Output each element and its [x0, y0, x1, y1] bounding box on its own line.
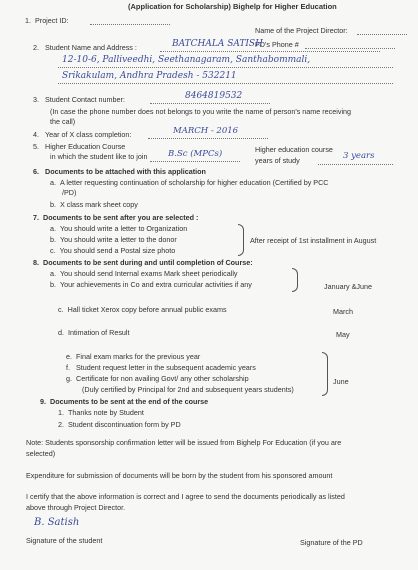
student-signature-label: Signature of the student	[26, 536, 103, 545]
address-line-2: Srikakulam, Andhra Pradesh - 532211	[62, 71, 237, 81]
director-name-line	[357, 34, 407, 35]
contact-value: 8464819532	[185, 91, 243, 101]
student-signature: B. Satish	[34, 517, 80, 528]
student-name-line	[160, 51, 380, 52]
course-years-label-2: years of study	[255, 156, 300, 165]
higher-label: 5. Higher Education Course	[33, 142, 126, 151]
section-8-item-f: f. Student request letter in the subsequent academic years	[66, 363, 256, 372]
section-6-heading: 6. Documents to be attached with this application	[33, 167, 206, 176]
certify-line-2: above through Project Director.	[26, 503, 126, 512]
form-title: (Application for Scholarship) Bighelp for Higher Education	[128, 2, 337, 11]
section-7-item-b: b. You should write a letter to the donor	[50, 235, 177, 244]
section-8-item-b: b. Your achievements in Co and extra curricular activities if any	[50, 280, 252, 289]
contact-note-2: the call)	[50, 117, 76, 126]
section-9-item-1: 1. Thanks note by Student	[58, 408, 144, 417]
section-8-heading: 8. Documents to be sent during and until completion of Course:	[33, 258, 253, 267]
section-8-item-a: a. You should send Internal exams Mark sheet periodically	[50, 269, 238, 278]
project-id-line	[90, 24, 170, 25]
section-6-item-a: a. A letter requesting continuation of scholarship for higher education (Certified by PCC	[50, 178, 329, 187]
contact-line	[150, 103, 270, 104]
student-label: 2. Student Name and Address :	[33, 43, 137, 52]
director-name-label: Name of the Project Director:	[255, 26, 348, 35]
section-8-ab-when: January &June	[324, 282, 372, 291]
section-7-brace	[238, 224, 244, 256]
expenditure-note: Expenditure for submission of documents will be born by the student from his sponsored amount	[26, 471, 333, 480]
section-7-item-c: c. You should send a Postal size photo	[50, 246, 176, 255]
pd-phone-line	[305, 48, 395, 49]
contact-note-1: (In case the phone number does not belongs to you write the name of person's name receiving	[50, 107, 352, 116]
section-8-efg-when: June	[333, 377, 349, 386]
section-7-note: After receipt of 1st installment in August	[250, 236, 377, 245]
note-line-1: Note: Students sponsorship confirmation letter will be issued from Bighelp For Education (if you are	[26, 438, 342, 447]
certify-line-1: I certify that the above information is correct and I agree to send the documents periodically as listed	[26, 492, 345, 501]
section-8-ab-brace	[292, 268, 298, 292]
year-value: MARCH - 2016	[173, 126, 239, 136]
project-id-label: 1. Project ID:	[25, 16, 69, 25]
section-8-c-when: March	[333, 307, 353, 316]
contact-label: 3. Student Contact number:	[33, 95, 125, 104]
section-7-item-a: a. You should write a letter to Organization	[50, 224, 188, 233]
section-8-d-when: May	[336, 330, 350, 339]
section-8-efg-brace	[322, 352, 328, 396]
pd-phone-label: PD's Phone #	[255, 40, 299, 49]
pd-signature-label: Signature of the PD	[300, 538, 363, 547]
section-8-item-e: e. Final exam marks for the previous year	[66, 352, 201, 361]
section-8-item-c: c. Hall ticket Xerox copy before annual public exams	[58, 305, 227, 314]
year-label: 4. Year of X class completion:	[33, 130, 132, 139]
section-8-item-g-2: (Duly certified by Principal for 2nd and subsequent years students)	[82, 385, 294, 394]
higher-label-2: in which the student like to join	[50, 152, 148, 161]
address-line-2-rule	[58, 83, 393, 84]
course-years-label-1: Higher education course	[255, 145, 333, 154]
course-years-value: 3 years	[343, 151, 375, 161]
section-9-item-2: 2. Student discontinuation form by PD	[58, 420, 181, 429]
note-line-2: selected)	[26, 449, 56, 458]
section-6-item-a-2: /PD)	[62, 188, 77, 197]
section-9-heading: 9. Documents to be sent at the end of the course	[40, 397, 209, 406]
section-8-item-d: d. Intimation of Result	[58, 328, 130, 337]
section-8-item-g: g. Certificate for non availing Govt/ any other scholarship	[66, 374, 249, 383]
course-line	[150, 161, 240, 162]
course-years-line	[318, 164, 393, 165]
section-7-heading: 7. Documents to be sent after you are selected :	[33, 213, 199, 222]
student-name: BATCHALA SATISH	[172, 39, 263, 49]
address-line-1: 12-10-6, Palliveedhi, Seethanagaram, Santhabommali,	[62, 55, 311, 65]
year-line	[148, 138, 268, 139]
course-value: B.Sc (MPCs)	[168, 149, 223, 159]
address-line-1-rule	[58, 67, 393, 68]
section-6-item-b: b. X class mark sheet copy	[50, 200, 138, 209]
